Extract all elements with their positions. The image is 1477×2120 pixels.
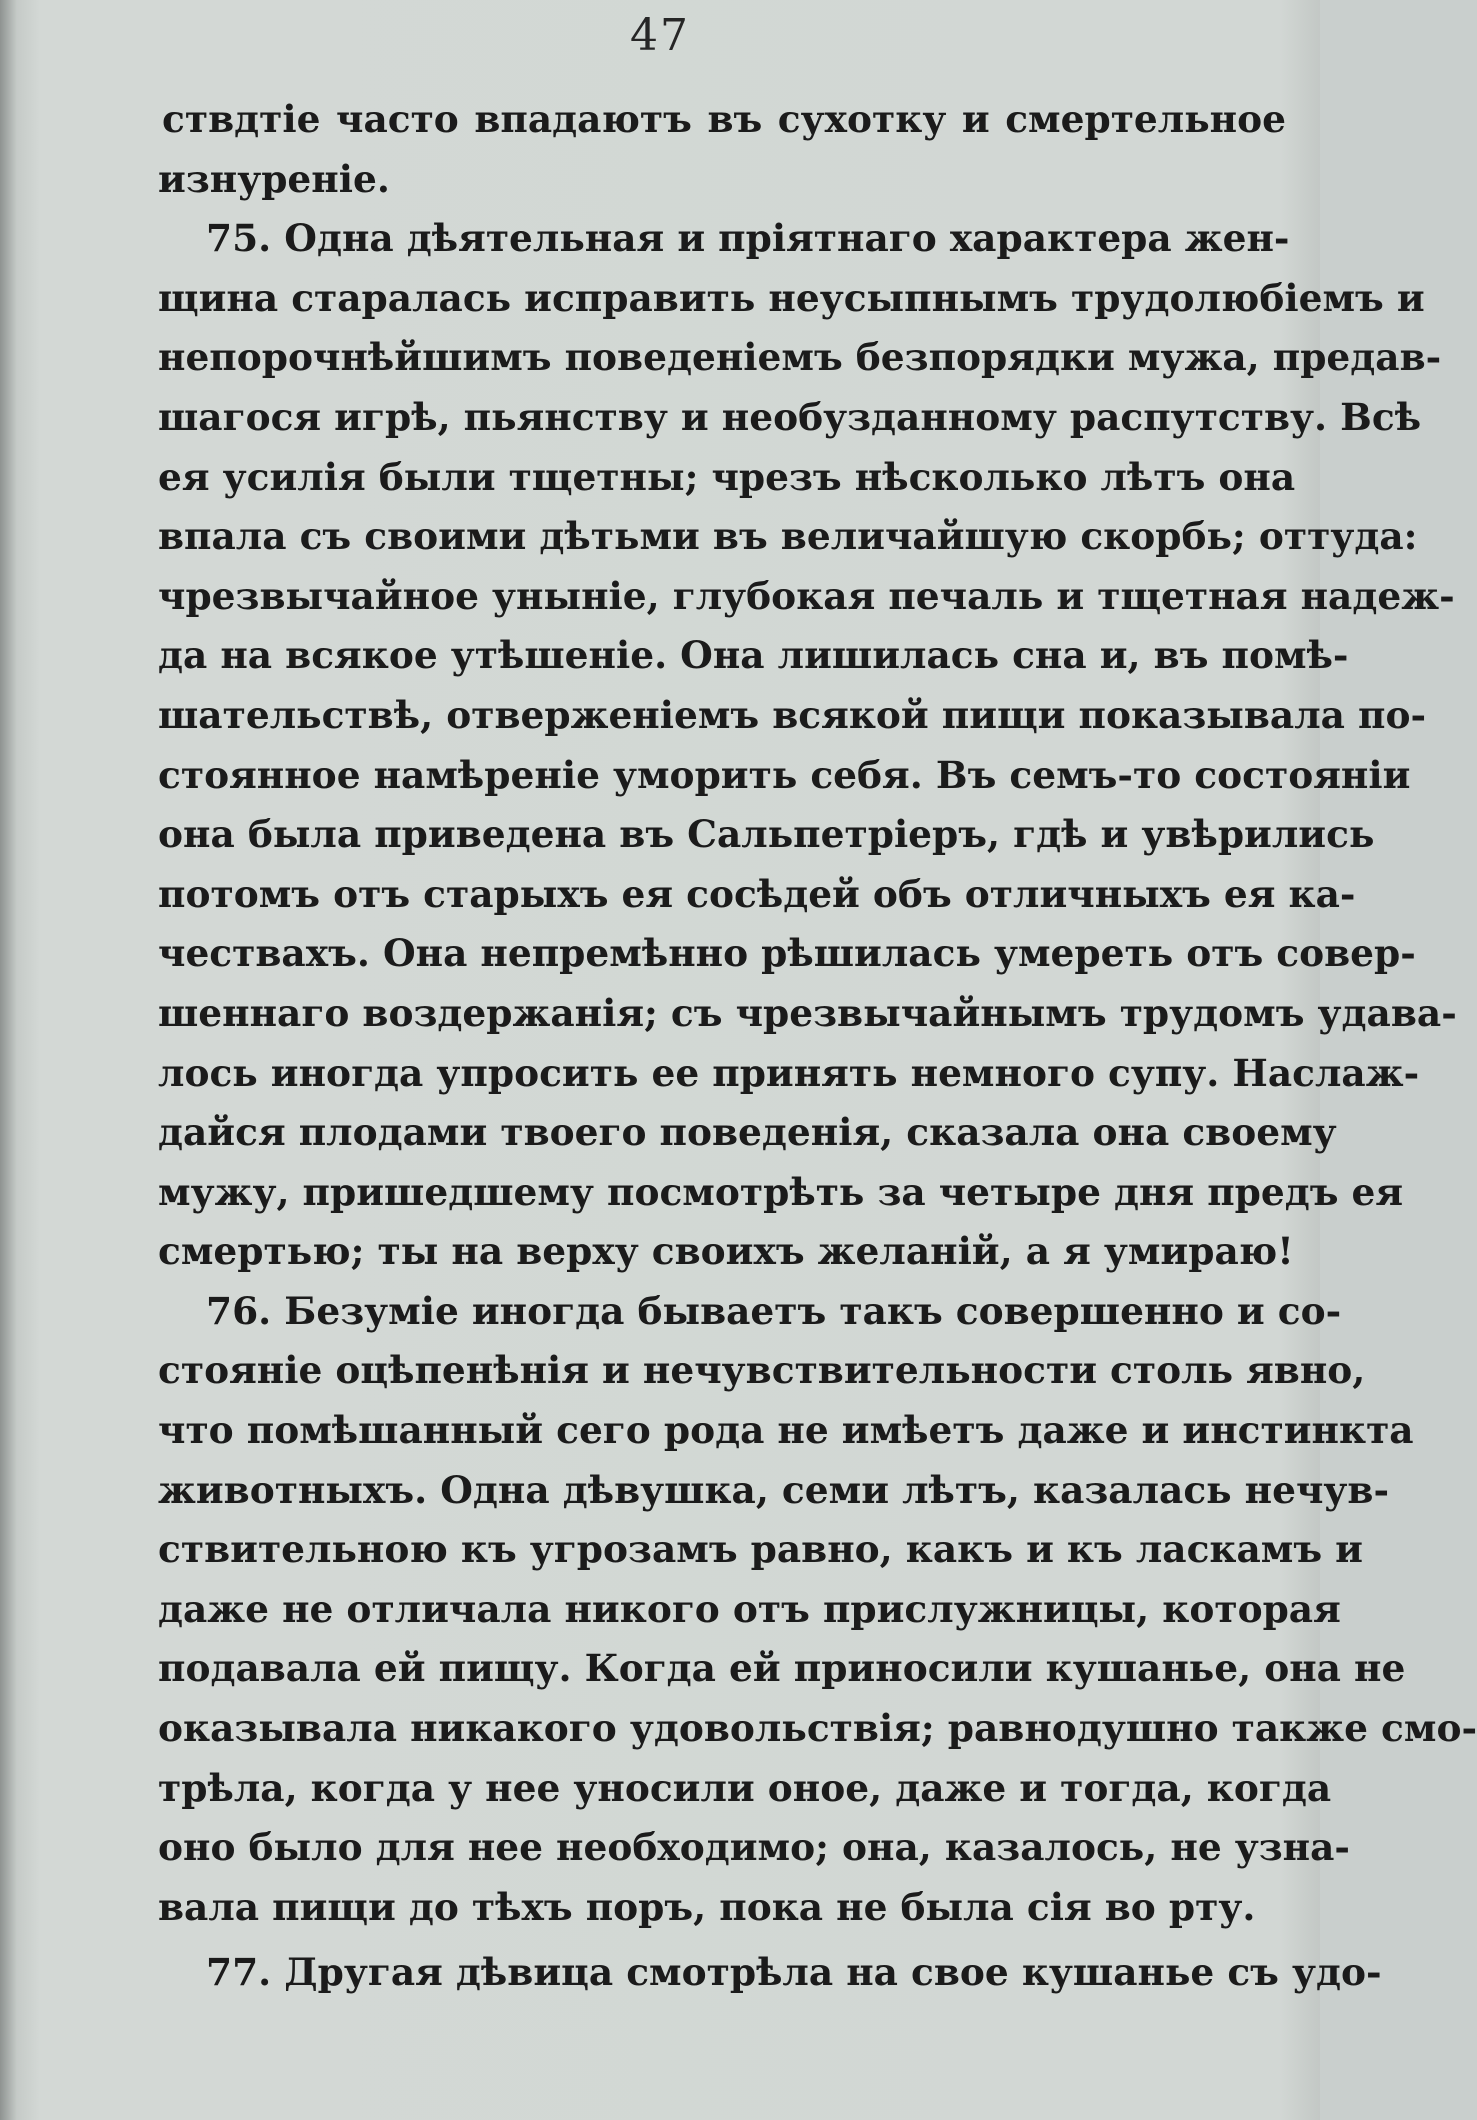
text-line: чрезвычайное уныніе, глубокая печаль и тщетная надеж- (158, 573, 1455, 618)
text-line: щина старалась исправить неусыпнымъ трудолюбіемъ и (158, 275, 1425, 320)
text-line: шеннаго воздержанія; съ чрезвычайнымъ трудомъ удава- (158, 990, 1457, 1035)
text-line: что помѣшанный сего рода не имѣетъ даже и инстинкта (158, 1408, 1414, 1453)
text-line: непорочнѣйшимъ поведеніемъ безпорядки мужа, предав- (158, 335, 1442, 380)
text-line: потомъ отъ старыхъ ея сосѣдей объ отличныхъ ея ка- (158, 871, 1356, 916)
spine-shadow (0, 0, 16, 2120)
text-line: ствдтіе часто впадаютъ въ сухотку и смертельное (162, 97, 1286, 141)
text-line: изнуреніе. (158, 156, 390, 201)
text-line: оказывала никакого удовольствія; равнодушно также смо- (158, 1706, 1477, 1751)
text-line: ея усилія были тщетны; чрезъ нѣсколько лѣтъ она (158, 454, 1296, 499)
text-line: да на всякое утѣшеніе. Она лишилась сна и, въ помѣ- (158, 633, 1349, 678)
text-line: мужу, пришедшему посмотрѣть за четыре дня предъ ея (158, 1169, 1404, 1214)
text-line: дайся плодами твоего поведенія, сказала она своему (158, 1110, 1337, 1155)
text-line: лось иногда упросить ее принять немного супу. Наслаж- (158, 1050, 1420, 1095)
page-text (158, 90, 1477, 2003)
text-line: 77. Другая дѣвица смотрѣла на свое кушанье съ удо- (206, 1950, 1382, 1995)
text-line: 75. Одна дѣятельная и пріятнаго характера жен- (206, 216, 1290, 261)
text-line: смертью; ты на верху своихъ желаній, а я умираю! (158, 1229, 1294, 1274)
text-line: она была приведена въ Сальпетріеръ, гдѣ и увѣрились (158, 812, 1375, 857)
text-line: трѣла, когда у нее уносили оное, даже и тогда, когда (158, 1765, 1332, 1810)
text-line: даже не отличала никого отъ прислужницы, которая (158, 1586, 1341, 1631)
text-line: животныхъ. Одна дѣвушка, семи лѣтъ, казалась нечув- (158, 1467, 1390, 1512)
text-line: 76. Безуміе иногда бываетъ такъ совершенно и со- (206, 1288, 1342, 1333)
text-line: оно было для нее необходимо; она, казалось, не узна- (158, 1825, 1350, 1870)
page-number: 47 (630, 10, 690, 61)
text-line: стоянное намѣреніе уморить себя. Въ семъ-то состояніи (158, 752, 1411, 797)
text-line: ствительною къ угрозамъ равно, какъ и къ ласкамъ и (158, 1527, 1363, 1572)
text-line: стояніе оцѣпенѣнія и нечувствительности столь явно, (158, 1348, 1366, 1393)
text-line: вала пищи до тѣхъ поръ, пока не была сія во рту. (158, 1884, 1256, 1929)
text-line: шагося игрѣ, пьянству и необузданному распутству. Всѣ (158, 394, 1422, 439)
text-line: подавала ей пищу. Когда ей приносили кушанье, она не (158, 1646, 1406, 1691)
text-line: чествахъ. Она непремѣнно рѣшилась умереть отъ совер- (158, 931, 1416, 976)
text-line: впала съ своими дѣтьми въ величайшую скорбь; оттуда: (158, 514, 1418, 559)
text-line: шательствѣ, отверженіемъ всякой пищи показывала по- (158, 692, 1427, 737)
